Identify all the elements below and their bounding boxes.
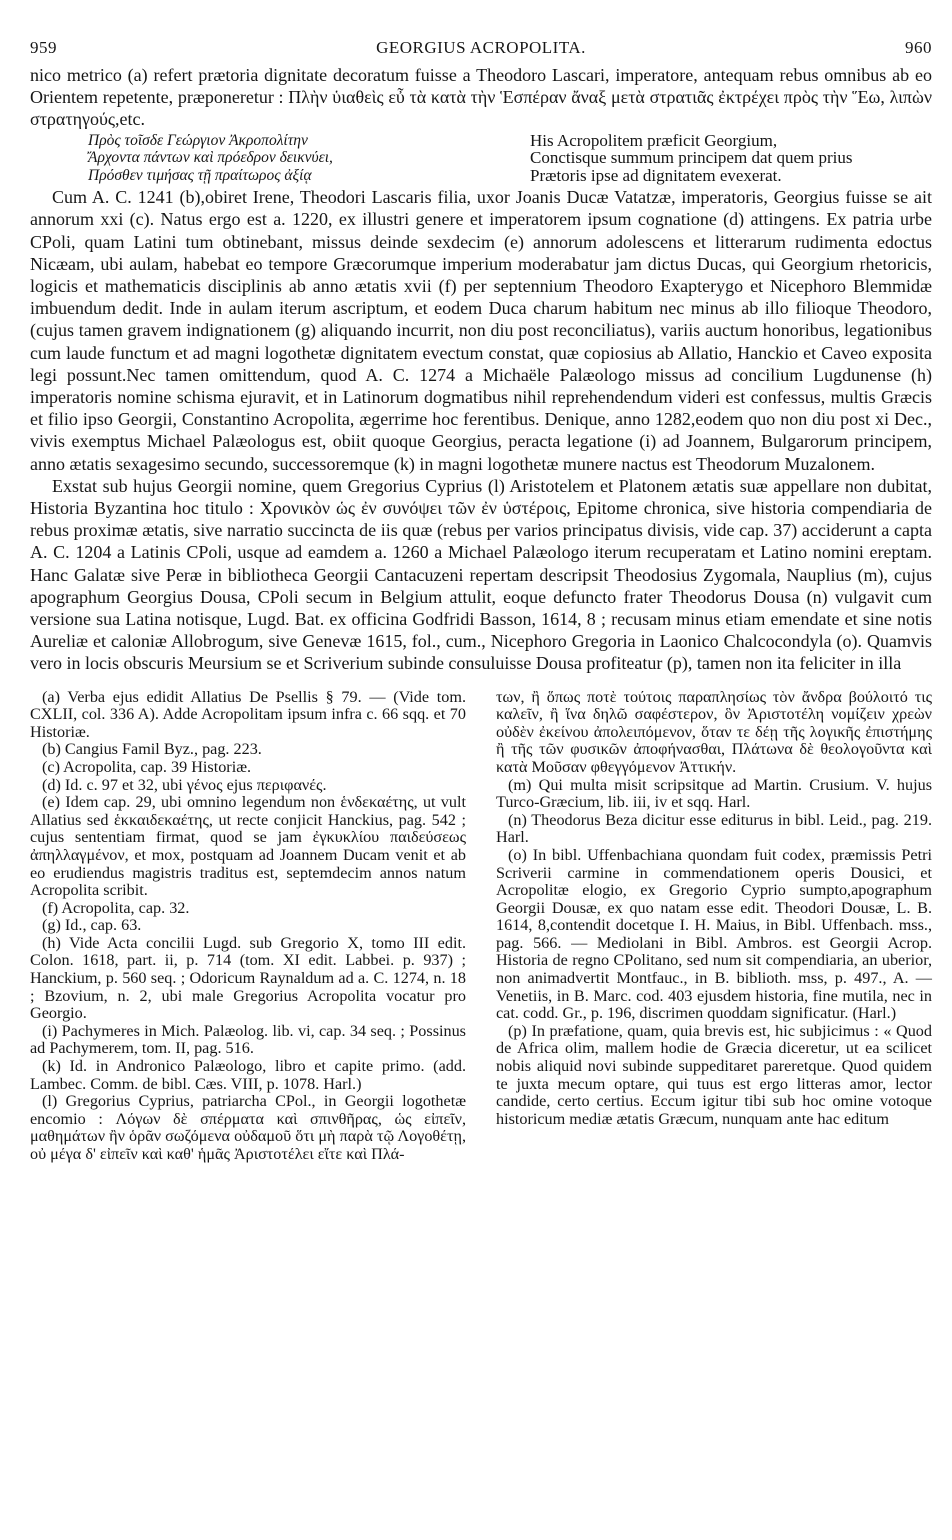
footnote-f: (f) Acropolita, cap. 32.	[42, 898, 190, 917]
verse-latin	[530, 132, 928, 185]
footnote-h: (h) Vide Acta concilii Lugd. sub Gregorio X, tomo III edit. Colon. 1618, part. ii, p. 714 (tom. XI edit. Labbei. p. 937) ; Hanckium, p. 560 seq. ; Odoricum Raynaldum ad a. C. 1274, n. 18 ; Bzovium, n. 2, ubi male Gregorius Acropolita vocatur pro Georgio.	[30, 933, 466, 1023]
verse-greek-line: Πρόσθεν τιμήσας τῇ πραίτωρος ἀξίᾳ	[88, 166, 312, 184]
running-header	[30, 38, 932, 64]
verse-latin-line: Conctisque summum principem dat quem prius	[530, 148, 853, 168]
paragraph-2: Cum A. C. 1241 (b),obiret Irene, Theodori Lascaris filia, uxor Joanis Ducæ Vatatzæ, imperatoris, Georgius fuisse se ait annorum xxi (c). Natus ergo est a. 1220, ex illustri genere et imperatorem ipsum cognatione (d) attingens. Ex patria urbe CPoli, quam Latini tum obtinebant, missus deinde sexdecim (e) annorum adolescens et litterarum rudimenta edoctus Nicæam, ubi aulam, habebat eo tempore Græcorumque imperium moderabatur jam dictus Ducas, qui Georgium rhetoricis, logicis et mathematicis disciplinis ab anno ætatis xvii (f) per septennium Theodoro Exapterygo et Nicephoro Blemmidæ imbuendum dedit. Inde in aulam iterum ascriptum, et eodem Duca charum habitum nec minus ab illo filioque Theodoro, (cujus tamen gravem indignationem (g) aliquando incurrit, non diu post reconciliatus), variis auctum honoribus, legationibus cum laude functum et ad magni logothetæ dignitatem evectum constat, quæ copiosius ab Allatio, Hanckio et Caveo exposita legi possunt.Nec tamen omittendum, quod A. C. 1274 a Michaële Palæologo missus ad concilium Lugdunense (h) imperatoris nomine schisma ejuravit, et in Latinorum dogmatibus nihil reprehendendum videri est confessus, multis Græcis et filio ipso Georgii, Constantino Acropolita, ægerrime hoc ferentibus. Denique, anno 1282,eodem quo non diu post xi Dec., vivis exemptus Michael Palæologus est, obiit quoque Georgius, peracta legatione (i) ad Joannem, Bulgarorum principem, anno ætatis sexagesimo secundo, successoremque (k) in magni logothetæ munere nactus est Theodorum Muzalonem.	[30, 187, 932, 474]
verse-latin-line: His Acropolitem præficit Georgium,	[530, 130, 778, 150]
right-page-number: 960	[905, 38, 932, 57]
left-page-number: 959	[30, 38, 57, 57]
footnote-k: (k) Id. in Andronico Palæologo, libro et capite primo. (add. Lambec. Comm. de bibl. Cæs. VIII, p. 1078. Harl.)	[30, 1057, 466, 1093]
paragraph-3: Exstat sub hujus Georgii nomine, quem Gregorius Cyprius (l) Aristotelem et Platonem ætatis suæ appellare non dubitat, Historia Byzantina hoc titulo : Χρονικὸν ὡς ἐν συνόψει τῶν ἐν ὑστέροις, Epitome chronica, sive historia compendiaria de rebus proximæ ætatis, sive narratio succincta de iis quæ (rebus per varios principatus divisis, vide cap. 37) acciderunt a capta A. C. 1204 a Latinis CPoli, usque ad eamdem a. 1260 a Michael Palæologo iterum recuperatam et Latino nomini ereptam. Hanc Galatæ sive Peræ in bibliotheca Georgii Cantacuzeni repertam descripsit Theodosius Zygomala, Nauplius (m), cujus apographum Georgius Dousa, CPoli secum in Belgium attulit, eoque defuncto frater Theodorus Dousa (n) vulgavit cum versione sua Latina notisque, Lugd. Bat. ex officina Godfridi Basson, 1614, 8 ; recusam minus etiam emendate et sine notis Aureliæ et caloniæ Allobrogum, sive Genevæ 1615, fol., cum., Nicephoro Gregoria in Laonico Chalcocondyla (o). Quamvis vero in locis obscuris Meursium se et Scriverium subinde consuluisse Dousa profiteatur (p), tamen non ita feliciter in illa	[30, 475, 932, 674]
paragraph-1: nico metrico (a) refert prætoria dignitate decoratum fuisse a Theodoro Lascari, imperatore, antequam rebus omnibus ab eo Orientem repetente, præponeretur : Πλὴν ὑιαθεὶς εὖ τὰ κατὰ τὴν Ἑσπέραν ἄναξ μετὰ στρατιᾶς ἐκτρέχει πρὸς τὴν Ἕω, λιπὼν στρατηγούς,etc.	[30, 65, 932, 130]
footnote-m: (m) Qui multa misit scripsitque ad Martin. Crusium. V. hujus Turco-Græcium, lib. iii, iv et sqq. Harl.	[496, 775, 932, 812]
footnote-b: (b) Cangius Famil Byz., pag. 223.	[42, 740, 262, 759]
verse-latin-line: Prætoris ipse ad dignitatem evexerat.	[530, 165, 782, 185]
verse-greek	[88, 132, 478, 185]
footnote-g: (g) Id., cap. 63.	[42, 916, 142, 935]
verse-greek-line: Ἄρχοντα πάντων καὶ πρόεδρον δεικνύει,	[88, 149, 333, 167]
footnotes	[30, 689, 932, 1164]
verse-greek-line: Πρὸς τοῖσδε Γεώργιον Ἀκροπολίτην	[88, 131, 308, 149]
main-text	[30, 64, 932, 675]
running-title: GEORGIUS ACROPOLITA.	[376, 38, 586, 57]
verse-block	[30, 132, 932, 185]
footnotes-right-column	[496, 689, 932, 1164]
footnote-l-continued: των, ἢ ὅπως ποτὲ τούτοις παραπλησίως τὸν ἄνδρα βούλοιτό τις καλεῖν, ἢ ἵνα δηλῶ σαφέστερον, ὃν Ἀριστοτέλη νομίζειν χρεὼν οὐδὲν ἐκείνου ἀπολειπόμενον, ὅταν τε δέῃ τῆς λογικῆς ἐπιστήμης ἢ τῆς τῶν φυσικῶν ἀποφήνασθαι, Πλάτωνα δὲ θεολογοῦντα καὶ κατὰ Μοῦσαν φθεγγόμενον Ἀττικήν.	[496, 687, 932, 776]
footnote-l: (l) Gregorius Cyprius, patriarcha CPol., in Georgii logothetæ encomio : Λόγων δὲ σπέρματα καὶ σπινθῆρας, ὡς εἰπεῖν, μαθημάτων ἢν ὁρᾶν σωζόμενα οὐδαμοῦ ὅτι μὴ παρὰ τῷ Λογοθέτῃ, οὐ μέγα δ' εἰπεῖν καὶ καθ' ἡμᾶς Ἀριστοτέλει εἴτε καὶ Πλά-	[30, 1092, 466, 1164]
footnote-d: (d) Id. c. 97 et 32, ubi γένος ejus περιφανές.	[42, 775, 327, 794]
footnote-n: (n) Theodorus Beza dicitur esse editurus in bibl. Leid., pag. 219. Harl.	[496, 810, 932, 847]
footnote-c: (c) Acropolita, cap. 39 Historiæ.	[42, 757, 252, 776]
footnotes-left-column	[30, 689, 466, 1164]
footnote-o: (o) In bibl. Uffenbachiana quondam fuit codex, præmissis Petri Scriverii carmine in commendationem operis Dousici, et Acropolitæ elogio, ex Gregorio Cyprio sumpto,apographum Georgii Dousæ, ex quo natam esse edit. Theodori Dousæ, L. B. 1614, 8,contendit docetque I. H. Maius, in Bibl. Uffenbach. mss., pag. 566. — Mediolani in Bibl. Ambros. est Georgii Acrop. Historia de regno CPolitano, sed num sit compendiaria, an uberior, non animadvertit Montfauc., in B. biblioth. mss, p. 497., A. — Venetiis, in B. Marc. cod. 403 ejusdem historia, fine mutila, nec in cat. codd. Gr., p. 196, discrimen quoddam significatur. (Harl.)	[496, 845, 932, 1023]
footnote-e: (e) Idem cap. 29, ubi omnino legendum non ἑνδεκαέτης, ut vult Allatius sed ἑκκαιδεκαέτης, ut recte conjicit Hanckius, pag. 542 ; cujus sententiam firmat, quod se jam ἐγκυκλίου παιδεύσεως ἀπηλλαγμένον, et mox, postquam ad Joannem Ducam venit et ab eo erudiendus magistris traditus est, septemdecim annos natum Acropolita scribit.	[30, 793, 466, 900]
footnote-i: (i) Pachymeres in Mich. Palæolog. lib. vi, cap. 34 seq. ; Possinus ad Pachymerem, tom. II, pag. 516.	[30, 1021, 466, 1058]
document-page	[30, 38, 932, 1164]
footnote-a: (a) Verba ejus edidit Allatius De Psellis § 79. — (Vide tom. CXLII, col. 336 A). Adde Acropolitam ipsum infra c. 66 sqq. et 70 Historiæ.	[30, 687, 466, 741]
footnote-p: (p) In præfatione, quam, quia brevis est, hic subjicimus : « Quod de Africa olim, mallem hodie de Græcia diceretur, ut ea scilicet nobis aliquid novi subinde suppeditaret pareretque. Quod quidem te juxta mecum optare, qui tuus est ergo litteras amor, lector candide, certo certius. Eccum igitur tibi sub hoc omine votoque historicum mediæ ætatis Græcum, nunquam ante hac editum	[496, 1021, 932, 1128]
